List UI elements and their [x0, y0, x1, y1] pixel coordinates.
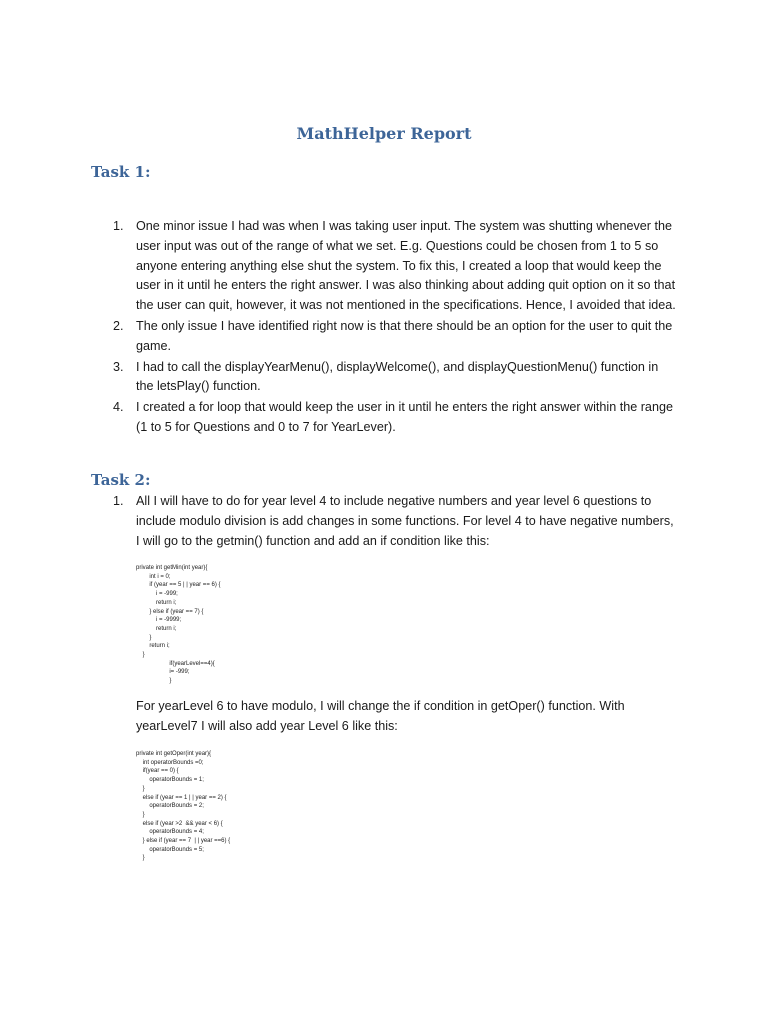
list-number: 4.: [113, 400, 124, 415]
list-number: 1.: [113, 494, 124, 508]
list-text: One minor issue I had was when I was taking user input. The system was shutting whenever the user input was out of the range of what we set. E.g. Questions could be chosen from 1 to 5 so anyone entering anything else shut the system. To fix this, I created a loop that would keep the user in it until he enters the right answer. I was also thinking about adding quit option on it so that the user can quit, however, it was not mentioned in the specifications. Hence, I avoided that idea.: [136, 219, 676, 313]
list-item: [0, 317, 768, 357]
list-text: The only issue I have identified right now is that there should be an option for the user to quit the game.: [136, 318, 673, 353]
list-text: I had to call the displayYearMenu(), displayWelcome(), and displayQuestionMenu() function in the letsPlay() function.: [136, 359, 659, 394]
list-text: All I will have to do for year level 4 to include negative numbers and year level 6 questions to include modulo division is add changes in some functions. For level 4 to have negative numbers, I will go to the getmin() function and add an if condition like this:: [136, 494, 674, 548]
list-item: [0, 217, 768, 316]
list-number: 3.: [113, 359, 124, 374]
body-paragraph: For yearLevel 6 to have modulo, I will change the if condition in getOper() function. With yearLevel7 I will also add year Level 6 like this:: [136, 699, 625, 733]
list-number: 2.: [113, 318, 124, 333]
code-snippet-getmin: private int getMin(int year){ int i = 0; if (year == 5 | | year == 6) { i = -999; return i; } else if (year == 7) { i = -9999; return i; } return i; } if(yearLevel==4){ i= -999; }: [136, 565, 221, 685]
task2-heading: Task 2:: [91, 471, 151, 489]
list-item: [0, 398, 768, 438]
list-item: [0, 358, 768, 398]
list-item: [0, 492, 768, 551]
list-text: I created a for loop that would keep the user in it until he enters the right answer within the range (1 to 5 for Questions and 0 to 7 for YearLever).: [136, 400, 673, 434]
code-snippet-getoper: private int getOper(int year){ int operatorBounds =0; if(year == 0) { operatorBounds = 1; } else if (year == 1 | | year == 2) { operatorBounds = 2; } else if (year >2 && year < 6) { operatorBounds = 4; } else if (year == 7 | | year ==6) { operatorBounds = 5; }: [136, 751, 231, 862]
task2-list: [0, 492, 768, 551]
task1-heading: Task 1:: [91, 163, 151, 181]
list-number: 1.: [113, 219, 124, 233]
report-title: MathHelper Report: [296, 124, 472, 143]
task1-list: [0, 217, 768, 438]
